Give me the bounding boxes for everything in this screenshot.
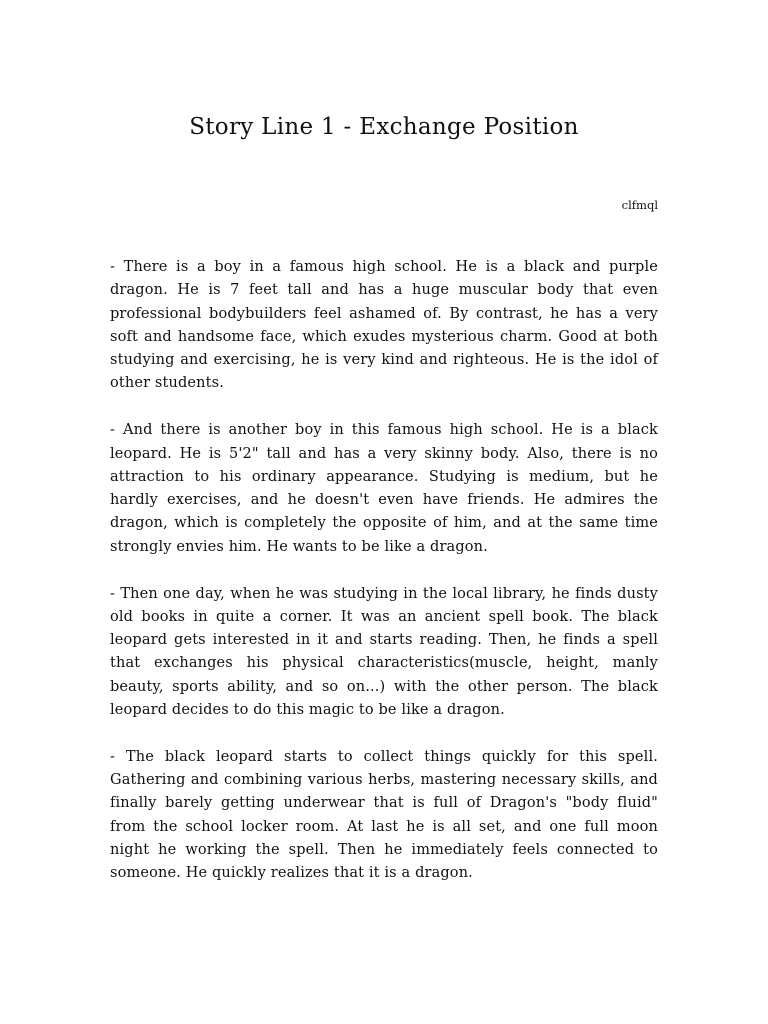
paragraph-1: - There is a boy in a famous high school. He is a black and purple dragon. He is 7 feet tall and has a huge muscular body that even professional bodybuilders feel ashamed of. By contrast, he has a very soft and handsome face, which exudes mysterious charm. Good at both studying and exercising, he is very kind and righteous. He is the idol of other students. xyxy=(110,259,658,392)
paragraph-3: - Then one day, when he was studying in the local library, he finds dusty old books in quite a corner. It was an ancient spell book. The black leopard gets interested in it and starts reading. Then, he finds a spell that exchanges his physical characteristics(muscle, height, manly beauty, sports ability, and so on...) with the other person. The black leopard decides to do this magic to be like a dragon. xyxy=(110,585,658,719)
paragraph-2: - And there is another boy in this famous high school. He is a black leopard. He is 5'2" tall and has a very skinny body. Also, there is no attraction to his ordinary appearance. Studying is medium, but he hardly exercises, and he doesn't even have friends. He admires the dragon, which is completely the opposite of him, and at the same time strongly envies him. He wants to be like a dragon. xyxy=(110,422,658,555)
story-body xyxy=(110,256,658,909)
document-title: Story Line 1 - Exchange Position xyxy=(189,114,579,140)
author-name: clfmql xyxy=(621,198,658,212)
paragraph-4: - The black leopard starts to collect things quickly for this spell. Gathering and combining various herbs, mastering necessary skills, and finally barely getting underwear that is full of Dragon's "body fluid" from the school locker room. At last he is all set, and one full moon night he working the spell. Then he immediately feels connected to someone. He quickly realizes that it is a dragon. xyxy=(110,748,658,882)
